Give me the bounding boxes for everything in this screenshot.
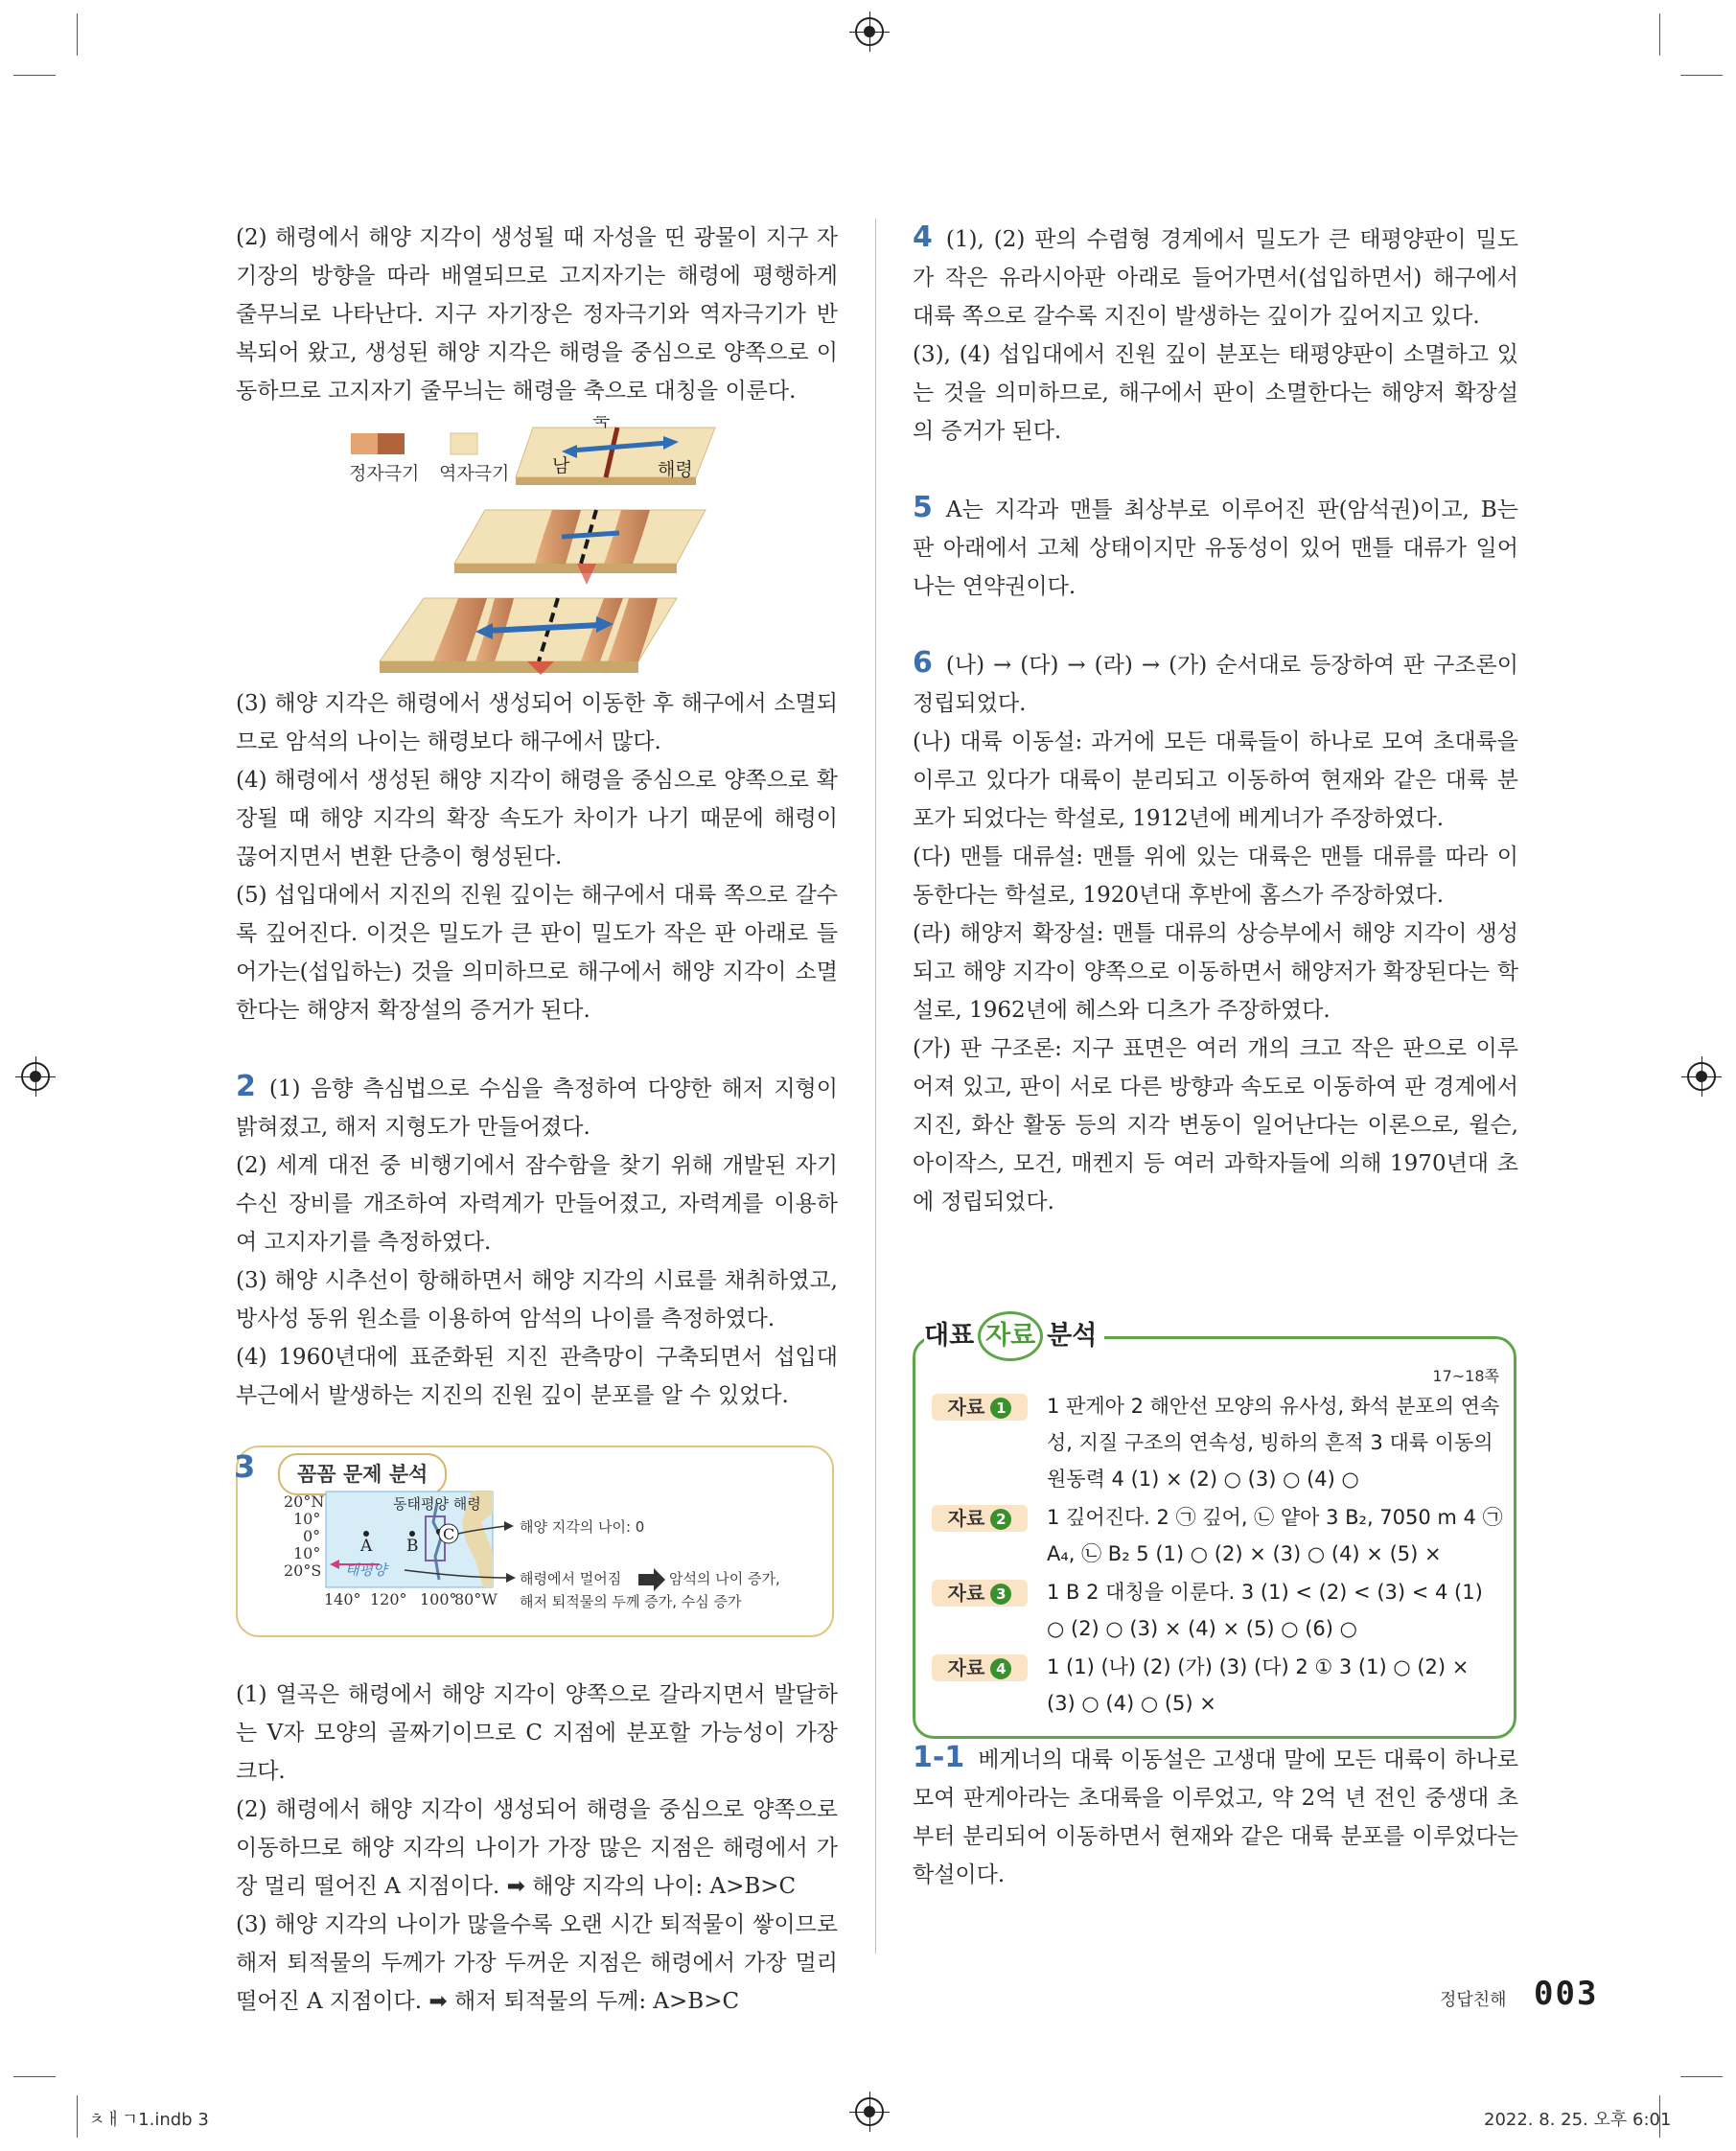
lat-label: 10°	[293, 1544, 321, 1562]
label-south: 남	[552, 455, 570, 476]
q3-text-3b: 해저 퇴적물의 두께: A>B>C	[453, 1989, 740, 2014]
point-c-label: C	[443, 1525, 455, 1543]
map-ocean-label: 태평양	[345, 1561, 387, 1579]
registration-mark-icon	[21, 1062, 50, 1091]
q4-paragraph-1	[913, 219, 1518, 335]
q2-paragraph-1	[236, 1068, 838, 1146]
data-tag-number: 1	[990, 1398, 1011, 1419]
crop-mark	[13, 2076, 56, 2077]
seafloor-spreading-figure	[236, 416, 838, 675]
q4-text-1: (1), (2) 판의 수렴형 경계에서 밀도가 큰 태평양판이 밀도가 작은 유라시아판 아래로 들어가면서(섭입하면서) 해구에서 대륙 쪽으로 갈수록 지진이 발생하는 깊이가 깊어지고 있다.	[913, 227, 1518, 329]
header-suffix: 분석	[1047, 1321, 1098, 1351]
right-column	[913, 219, 1518, 1894]
lat-label: 20°N	[284, 1492, 325, 1511]
q4-paragraph-2: (3), (4) 섭입대에서 진원 깊이 분포는 태평양판이 소멸하고 있는 것을 의미하므로, 해구에서 판이 소멸한다는 해양저 확장설의 증거가 된다.	[913, 342, 1518, 444]
crop-mark	[1659, 13, 1660, 56]
crop-mark	[1680, 2076, 1723, 2077]
box-title: 꼼꼼 문제 분석	[278, 1453, 447, 1495]
box-header	[924, 1313, 1104, 1359]
data-tag-number: 4	[990, 1658, 1011, 1679]
label-ridge: 해령	[658, 459, 693, 480]
q1-paragraph-2: (2) 해령에서 해양 지각이 생성될 때 자성을 띤 광물이 지구 자기장의 방향을 따라 배열되므로 고지자기는 해령에 평행하게 줄무늬로 나타난다. 지구 자기장은 정자극기와 역자극기가 반복되어 왔고, 생성된 해양 지각은 해령을 중심으로 양쪽으로 이동하므로 고지자기 줄무늬는 해령을 축으로 대칭을 이룬다.	[236, 225, 838, 404]
legend-reverse-label: 역자극기	[439, 463, 510, 484]
answer-text: 1 (1) (나) (2) (가) (3) (다) 2 ① 3 (1) ○ (2) × (3) ○ (4) ○ (5) ×	[1047, 1655, 1470, 1715]
q3-paragraph-3	[236, 1906, 838, 2021]
section-label: 정답친해	[1440, 1990, 1507, 2010]
q1-paragraph-5: (5) 섭입대에서 지진의 진원 깊이는 해구에서 대륙 쪽으로 갈수록 깊어진다. 이것은 밀도가 큰 판이 밀도가 작은 판 아래로 들어가는(섭입하는) 것을 의미하므로 해구에서 해양 지각이 소멸한다는 해양저 확장설의 증거가 된다.	[236, 883, 838, 1023]
registration-mark-icon	[855, 17, 884, 46]
arrow-right-icon	[504, 1521, 514, 1531]
seafloor-magnetic-stripes-diagram	[236, 416, 838, 675]
q3-text-2a: (2) 해령에서 해양 지각이 생성되어 해령을 중심으로 양쪽으로 이동하므로 해양 지각의 나이가 가장 많은 지점은 해령에서 가장 멀리 떨어진 A 지점이다.	[236, 1797, 838, 1899]
q2-paragraph-4: (4) 1960년대에 표준화된 지진 관측망이 구축되면서 섭입대 부근에서 발생하는 지진의 진원 깊이 분포를 알 수 있었다.	[236, 1345, 838, 1408]
answer-row	[932, 1574, 1503, 1647]
point-a-label: A	[360, 1537, 373, 1556]
q6-paragraph-1	[913, 644, 1518, 723]
data-tag-label: 자료	[947, 1656, 985, 1679]
data-tag-label: 자료	[947, 1396, 985, 1419]
data-tag	[932, 1580, 1028, 1607]
legend-normal-label: 정자극기	[349, 463, 420, 484]
arrow-right-icon	[506, 1573, 516, 1583]
spacer	[236, 1029, 838, 1068]
header-circle-label: 자료	[978, 1311, 1043, 1361]
lon-label: 140°	[324, 1590, 361, 1608]
point-b-label: B	[406, 1537, 419, 1556]
print-file-info: ㅊㅐㄱ1.indb 3	[88, 2110, 209, 2130]
note-away-from-ridge: 해령에서 멀어짐	[520, 1570, 622, 1587]
lat-label: 0°	[303, 1527, 321, 1545]
question-number: 2	[236, 1070, 256, 1103]
registration-mark-icon	[1687, 1062, 1716, 1091]
legend-normal-swatch-light	[351, 433, 378, 454]
q3-text-2b: 해양 지각의 나이: A>B>C	[532, 1874, 797, 1899]
page-number: 003	[1534, 1975, 1599, 2013]
q1-paragraph-4: (4) 해령에서 생성된 해양 지각이 해령을 중심으로 양쪽으로 확장될 때 해양 지각의 확장 속도가 차이가 나기 때문에 해령이 끊어지면서 변환 단층이 형성된다.	[236, 768, 838, 869]
q2-paragraph-3: (3) 해양 시추선이 항해하면서 해양 지각의 시료를 채취하였고, 방사성 동위 원소를 이용하여 암석의 나이를 측정하였다.	[236, 1268, 838, 1331]
legend-normal-swatch-dark	[378, 433, 405, 454]
crop-mark	[77, 13, 78, 56]
lon-label: 100°	[420, 1590, 457, 1608]
q6-paragraph-4: (라) 해양저 확장설: 맨틀 대류의 상승부에서 해양 지각이 생성되고 해양 지각이 양쪽으로 이동하면서 해양저가 확장된다는 학설로, 1962년에 헤스와 디츠가 주장하였다.	[913, 921, 1518, 1023]
answer-text: 1 깊어진다. 2 ㉠ 깊어, ㉡ 얕아 3 B₂, 7050 m 4 ㉠ A₄, ㉡ B₂ 5 (1) ○ (2) × (3) ○ (4) × (5) ×	[1047, 1506, 1503, 1565]
lat-label: 20°S	[284, 1561, 322, 1580]
data-tag	[932, 1394, 1028, 1421]
q6-text-1: (나) → (다) → (라) → (가) 순서대로 등장하여 판 구조론이 정립되었다.	[913, 653, 1518, 716]
data-tag-number: 2	[990, 1509, 1011, 1530]
lon-label: 120°	[370, 1590, 407, 1608]
q5-text-1: A는 지각과 맨틀 최상부로 이루어진 판(암석권)이고, B는 판 아래에서 고체 상태이지만 유동성이 있어 맨틀 대류가 일어나는 연약권이다.	[913, 497, 1518, 599]
bold-arrow-right-icon: ➡	[428, 1989, 448, 2014]
q5-paragraph-1	[913, 489, 1518, 606]
crop-mark	[13, 75, 56, 76]
stage-3-slab-edge	[380, 661, 638, 673]
question-number: 6	[913, 646, 933, 680]
question-number: 1-1	[913, 1741, 965, 1774]
header-prefix: 대표	[924, 1321, 975, 1351]
data-tag-label: 자료	[947, 1507, 985, 1530]
column-divider	[875, 219, 876, 1954]
q2-paragraph-2: (2) 세계 대전 중 비행기에서 잠수함을 찾기 위해 개발된 자기 수신 장비를 개조하여 자력계가 만들어졌고, 자력계를 이용하여 고지자기를 측정하였다.	[236, 1153, 838, 1255]
left-column	[236, 219, 838, 2021]
data-tag	[932, 1505, 1028, 1532]
problem-analysis-box	[236, 1446, 836, 1637]
answer-text: 1 판게아 2 해안선 모양의 유사성, 화석 분포의 연속성, 지질 구조의 연속성, 빙하의 흔적 3 대륙 이동의 원동력 4 (1) × (2) ○ (3) ○ (4) ○	[1047, 1395, 1500, 1491]
crop-mark	[1680, 75, 1723, 76]
q6-paragraph-5: (가) 판 구조론: 지구 표면은 여러 개의 크고 작은 판으로 이루어져 있고, 판이 서로 다른 방향과 속도로 이동하여 판 경계에서 지진, 화산 활동 등의 지각 변동이 일어난다는 이론으로, 윌슨, 아이작스, 모건, 매켄지 등 여러 과학자들에 의해 1970년대 초에 정립되었다.	[913, 1036, 1518, 1214]
question-number: 4	[913, 220, 933, 254]
bold-arrow-right-icon	[638, 1568, 665, 1591]
q1-1-paragraph	[913, 1739, 1518, 1894]
label-north: 북	[592, 416, 611, 430]
q3-text-3a: (3) 해양 지각의 나이가 많을수록 오랜 시간 퇴적물이 쌓이므로 해저 퇴적물의 두께가 가장 두꺼운 지점은 해령에서 가장 멀리 떨어진 A 지점이다.	[236, 1912, 838, 2014]
east-pacific-rise-map	[236, 1446, 836, 1637]
crop-mark	[77, 2095, 78, 2138]
lon-label: 80°W	[454, 1590, 498, 1608]
print-timestamp: 2022. 8. 25. 오후 6:01	[1484, 2110, 1672, 2130]
question-number: 5	[913, 491, 933, 524]
spacer	[913, 451, 1518, 489]
data-tag-label: 자료	[947, 1582, 985, 1605]
q2-text-1: (1) 음향 측심법으로 수심을 측정하여 다양한 해저 지형이 밝혀졌고, 해저 지형도가 만들어졌다.	[236, 1076, 838, 1140]
note-sediment-increase: 해저 퇴적물의 두께 증가, 수심 증가	[520, 1593, 742, 1610]
answer-rows	[932, 1388, 1503, 1722]
q1-1-text: 베게너의 대륙 이동설은 고생대 말에 모든 대륙이 하나로 모여 판게아라는 초대륙을 이루었고, 약 2억 년 전인 중생대 초부터 분리되어 이동하면서 현재와 같은 대륙 분포를 이루었다는 학설이다.	[913, 1747, 1518, 1887]
lat-label: 10°	[293, 1510, 321, 1528]
note-age-zero: 해양 지각의 나이: 0	[520, 1518, 645, 1536]
map-ridge-label: 동태평양 해령	[393, 1495, 481, 1513]
registration-mark-icon	[855, 2097, 884, 2126]
legend-reverse-swatch	[451, 433, 477, 454]
q3-paragraph-1: (1) 열곡은 해령에서 해양 지각이 양쪽으로 갈라지면서 발달하는 V자 모양의 골짜기이므로 C 지점에 분포할 가능성이 가장 크다.	[236, 1682, 838, 1784]
bold-arrow-right-icon: ➡	[506, 1874, 525, 1899]
q1-paragraph-3: (3) 해양 지각은 해령에서 생성되어 이동한 후 해구에서 소멸되므로 암석의 나이는 해령보다 해구에서 많다.	[236, 691, 838, 754]
answer-row	[932, 1388, 1503, 1497]
q6-paragraph-3: (다) 맨틀 대류설: 맨틀 위에 있는 대륙은 맨틀 대류를 따라 이동한다는 학설로, 1920년대 후반에 홈스가 주장하였다.	[913, 844, 1518, 908]
data-tag-number: 3	[990, 1584, 1011, 1605]
data-analysis-answer-box	[913, 1307, 1520, 1739]
stage-2-slab-edge	[454, 564, 677, 573]
q3-paragraph-2	[236, 1791, 838, 1906]
spacer	[913, 606, 1518, 644]
note-rock-age-increase: 암석의 나이 증가,	[669, 1570, 780, 1587]
stage-2-magma	[577, 564, 596, 585]
page-reference: 17~18쪽	[1432, 1367, 1499, 1385]
data-tag	[932, 1654, 1028, 1681]
answer-text: 1 B 2 대칭을 이룬다. 3 (1) < (2) < (3) < 4 (1) ○ (2) ○ (3) × (4) × (5) ○ (6) ○	[1047, 1581, 1483, 1640]
answer-row	[932, 1649, 1503, 1722]
answer-row	[932, 1499, 1503, 1572]
q6-paragraph-2: (나) 대륙 이동설: 과거에 모든 대륙들이 하나로 모여 초대륙을 이루고 있다가 대륙이 분리되고 이동하여 현재와 같은 대륙 분포가 되었다는 학설로, 1912년에 베게너가 주장하였다.	[913, 729, 1518, 831]
question-number: 3	[234, 1448, 256, 1485]
